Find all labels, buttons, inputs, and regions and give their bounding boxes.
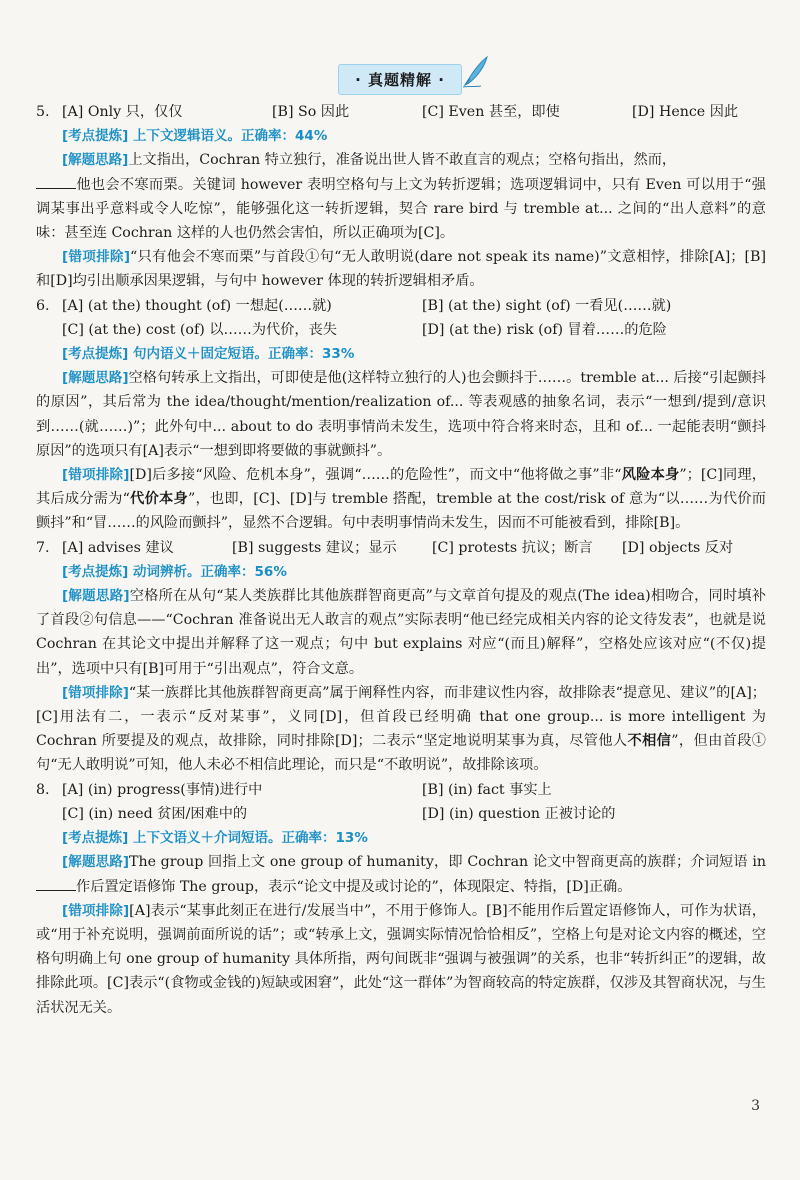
analysis-paragraph: [解题思路]上文指出，Cochran 特立独行，准备说出世人皆不敢直言的观点；空格句指出，然而， (62, 152, 677, 169)
option-a: [A] (in) progress(事情)进行中 (62, 781, 263, 798)
option-a: [A] Only 只，仅仅 (62, 104, 183, 120)
option-c: [C] (at the) cost (of) 以……为代价，丧失 (62, 321, 337, 338)
exclusion-tag: [错项排除] (62, 467, 130, 484)
question-number: 8. (36, 781, 50, 798)
option-a: [A] advises 建议 (62, 539, 174, 556)
option-b: [B] So 因此 (272, 104, 350, 120)
question-number: 6. (36, 297, 50, 314)
exclusion-paragraph: [错项排除]“只有他会不寒而栗”与首段①句“无人敢明说(dare not speak its name)”文意相悖，排除[A]；[B]和[D]均引出顺承因果逻辑，与句中 however 体现的转折逻辑相矛盾。 (36, 249, 766, 290)
option-d: [D] (in) question 正被讨论的 (422, 805, 616, 822)
answer-explanations (36, 100, 766, 1020)
analysis-paragraph: [解题思路]空格所在从句“某人类族群比其他族群智商更高”与文章首句提及的观点(The idea)相吻合，同时填补了首段②句信息——“Cochran 准备说出无人敢言的观点”实际表明“他已经完成相关内容的论文待发表”，也就是说 Cochran 在其论文中提出并解释了这一观点；句中 but explains 对应“(而且)解释”，空格处应该对应“(不仅)提出”，选项中只有[B]可用于“引出观点”，符合文意。 (36, 588, 767, 677)
analysis-tag: [解题思路] (62, 854, 130, 871)
option-c: [C] (in) need 贫困/困难中的 (62, 805, 248, 822)
option-b: [B] (in) fact 事实上 (422, 781, 552, 798)
exclusion-tag: [错项排除] (62, 902, 130, 919)
option-d: [D] objects 反对 (622, 539, 734, 556)
option-b: [B] suggests 建议；显示 (232, 539, 397, 556)
analysis-tag: [解题思路] (62, 152, 129, 169)
option-d: [D] Hence 因此 (632, 104, 739, 120)
question-7-options (36, 536, 766, 560)
exclusion-paragraph: [错项排除][A]表示“某事此刻正在进行/发展当中”，不用于修饰人。[B]不能用作后置定语修饰人，可作为状语，或“用于补充说明，强调前面所说的话”；或“转承上文，强调实际情况恰恰相反”，空格上句是对论文内容的概述，空格句明确上句 one group of humanity 具体所指，两句间既非“强调与被强调”的关系，也非“转折纠正”的逻辑，故排除此项。[C]表示“(食物或金钱的)短缺或困窘”，此处“这一群体”为智商较高的特定族群，仅涉及其智商状况，与生活状况无关。 (36, 902, 766, 1016)
option-b: [B] (at the) sight (of) 一看见(……就) (422, 297, 672, 314)
option-a: [A] (at the) thought (of) 一想起(……就) (62, 297, 332, 314)
analysis-tag: [解题思路] (62, 588, 130, 605)
option-c: [C] protests 抗议；断言 (432, 539, 593, 556)
section-title: · 真题精解 · (338, 64, 462, 95)
question-number: 5. (36, 104, 50, 120)
question-number: 7. (36, 539, 50, 556)
question-5-options (36, 100, 766, 124)
exclusion-paragraph: [错项排除][D]后多接“风险、危机本身”，强调“……的危险性”，而文中“他将做之事”非“风险本身”；[C]同理，其后成分需为“代价本身”，也即，[C]、[D]与 tremble 搭配，tremble at the cost/risk of 意为“以……为代价而颤抖”和“冒……的风险而颤抖”，显然不合逻辑。句中表明事情尚未发生，因而不可能被看到，排除[B]。 (36, 467, 766, 532)
exclusion-tag: [错项排除] (62, 684, 129, 701)
analysis-paragraph: [解题思路]The group 回指上文 one group of humanity，即 Cochran 论文中智商更高的族群；介词短语 in 作后置定语修饰 The group，表示“论文中提及或讨论的”，体现限定、特指，[D]正确。 (36, 850, 766, 898)
question-8-options (36, 778, 766, 826)
key-point: [考点提炼] 上下文语义＋介词短语。正确率：13% (62, 830, 368, 847)
analysis-paragraph-cont: 他也会不寒而栗。关键词 however 表明空格句与上文为转折逻辑；选项逻辑词中，只有 Even 可以用于“强调某事出乎意料或令人吃惊”，能够强化这一转折逻辑，契合 rare bird 与 tremble at... 之间的“出人意料”的意味：甚至连 Cochran 这样的人也仍然会害怕，所以正确项为[C]。 (36, 173, 766, 246)
key-point: [考点提炼] 句内语义＋固定短语。正确率：33% (62, 346, 355, 363)
blank-line (36, 876, 76, 891)
quill-pen-icon (461, 55, 491, 89)
exclusion-paragraph: [错项排除]“某一族群比其他族群智商更高”属于阐释性内容，而非建议性内容，故排除表“提意见、建议”的[A]；[C]用法有二，一表示“反对某事”，义同[D]，但首段已经明确 that one group... is more intelligent 为 Cochran 所要提及的观点，故排除，同时排除[D]；二表示“坚定地说明某事为真，尽管他人不相信”，但由首段①句“无人敢明说”可知，他人未必不相信此理论，而只是“不敢明说”，故排除该项。 (36, 684, 766, 774)
exclusion-tag: [错项排除] (62, 249, 131, 266)
option-d: [D] (at the) risk (of) 冒着……的危险 (422, 321, 667, 338)
blank-line (36, 174, 76, 189)
analysis-paragraph: [解题思路]空格句转承上文指出，可即使是他(这样特立独行的人)也会颤抖于……。tremble at... 后接“引起颤抖的原因”，其后常为 the idea/thought/mention/realization of... 等表观感的抽象名词，表示“一想到/提到/意识到……(就……)”；此外句中... about to do 表明事情尚未发生，选项中符合将来时态，且和 of... 一起能表明“颤抖原因”的选项只有[A]表示“一想到即将要做的事就颤抖”。 (36, 370, 766, 459)
key-point: [考点提炼] 上下文逻辑语义。正确率：44% (62, 128, 328, 145)
question-6-options (36, 294, 766, 342)
page-number: 3 (751, 1098, 760, 1114)
section-banner (0, 64, 800, 95)
analysis-tag: [解题思路] (62, 370, 129, 387)
option-c: [C] Even 甚至，即使 (422, 104, 560, 120)
key-point: [考点提炼] 动词辨析。正确率：56% (62, 563, 287, 580)
